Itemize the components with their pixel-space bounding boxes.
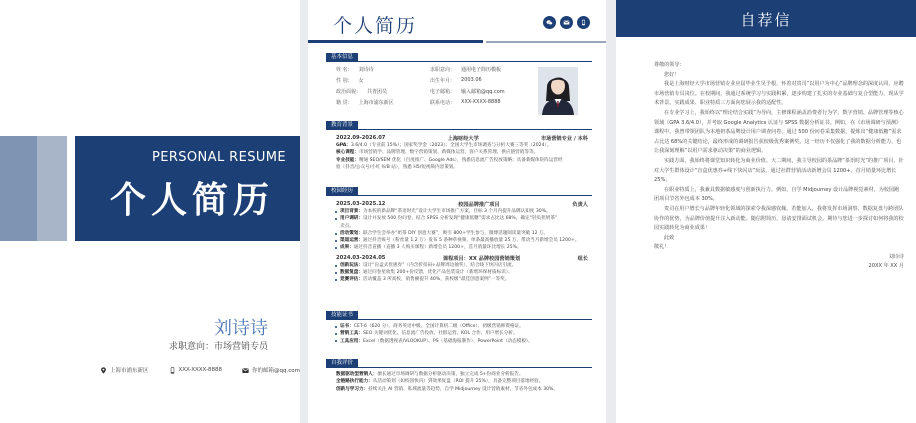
header-divider-light	[486, 41, 606, 43]
letter-greeting: 您好！	[664, 71, 680, 78]
evaluation-item: 全链路执行能力：从活动策划（如校园快闪）到效果复盘（ROI 提升 25%），具备完整项目落地经验。	[336, 379, 544, 385]
cover-chinese-title: 个人简历	[109, 180, 274, 221]
evaluation-item: 数据驱动型营销人：擅长通过市场调研与数据分析驱动决策，独立完成 5+份商业分析报告。	[336, 372, 524, 377]
section-education	[326, 121, 592, 183]
letter-salutation: 尊敬的领导：	[654, 62, 685, 68]
campus-org: 课程项目：XX 品牌校园营销策划	[442, 255, 521, 262]
resume-cover-page	[0, 0, 300, 423]
info-hometown: 籍 贯： 上海市浦东新区	[336, 100, 394, 106]
contact-email	[242, 366, 300, 374]
section-header	[326, 187, 592, 196]
letter-body	[654, 61, 904, 272]
campus-header-row	[326, 201, 592, 208]
education-school: 上海财经大学	[447, 136, 479, 142]
cover-english-title: PERSONAL RESUME	[151, 150, 286, 165]
info-email: 电子邮箱： 输入邮箱@qq.com	[430, 89, 505, 95]
contact-phone-text: XXX-XXXX-8888	[178, 367, 223, 373]
wechat-icon	[543, 16, 556, 29]
phone-icon	[169, 367, 176, 374]
campus-item: 成果：通过抖音直播（直播 3 人购买课程）新增会员 1200+，首月销量环比增长 25%。	[326, 244, 592, 251]
email-icon	[242, 367, 249, 374]
letter-closing: 此致	[664, 234, 675, 241]
info-birth: 出生年月： 2003.06	[430, 77, 482, 84]
cover-letter-page	[616, 0, 916, 423]
education-line: 验（抖音/公众号/小红书/B 站），熟悉 H5/短视频内容策划。	[336, 164, 458, 170]
education-line: 专业技能：精通 SEO/SEM 优化（百度推广、Google Ads），熟悉信息流广告投放策略；具备新媒体矩阵运营经	[336, 157, 563, 163]
section-self-evaluation	[326, 359, 592, 409]
profile-photo	[538, 67, 578, 115]
info-gender: 性 别： 女	[336, 78, 364, 84]
contact-location	[100, 366, 149, 374]
section-title: 教育背景	[326, 121, 358, 130]
letter-signature: 刘诗诗	[888, 253, 904, 260]
campus-item: 竞赛评估：活动覆盖 3 所高校，销售额提升 40%，获校级“最佳创意案例”一等奖。	[326, 276, 592, 283]
resume-header	[308, 0, 606, 42]
section-basic-info	[326, 53, 592, 119]
letter-date: 20XX 年 XX 月	[868, 263, 904, 270]
section-header	[326, 311, 592, 320]
email-icon	[560, 16, 573, 29]
info-job-intention: 求职意向： 通用电子简历模板	[430, 67, 502, 73]
section-header	[326, 359, 592, 368]
skill-item: 工具应用：Excel（数据透视表/VLOOKUP）、PS（基础海报制作）、PowerPoint（动态模板）。	[326, 338, 592, 345]
cover-contacts	[100, 366, 300, 374]
info-name: 姓 名： 刘诗诗	[336, 67, 374, 73]
decor-stripe-light	[0, 136, 37, 241]
section-title: 自我评价	[326, 359, 358, 368]
resume-title: 个人简历	[333, 15, 418, 37]
campus-item: 数据复盘：通过问卷星收集 200+份反馈，优化产品包装设计（新增环保材质标识）。	[326, 269, 592, 276]
cover-name: 刘诗诗	[214, 318, 268, 339]
section-title: 基本信息	[326, 53, 358, 62]
education-line: GPA：3.6/4.0（专业前 15%）；国家奖学金（2023）；全国大学生市场调查与分析大赛三等奖（2024）。	[336, 143, 552, 148]
evaluation-item: 创新与学习力：持续关注 AI 营销、私域流量等趋势，自学 Midjourney 设计营销素材，节省外包成本 30%。	[336, 386, 559, 392]
campus-header-row	[326, 255, 592, 262]
phone-icon	[577, 16, 590, 29]
skill-item: 营销工具：SEO 关键词优化、信息流广告投放、社群运营、KOL 合作、用户增长分析。	[326, 330, 592, 337]
letter-title: 自荐信	[740, 11, 792, 29]
campus-item: 用户调研：设计并发放 500 份问卷，结合 SPSS 分析发现“健康低糖”需求占比达 68%，确定“轻负担奶茶”	[326, 215, 592, 222]
contact-phone	[169, 366, 223, 374]
letter-salute: 敬礼！	[654, 244, 670, 251]
skill-item: 证书：CET-6（620 分）、商务英语中级、全国计算机二级（Office）、初级营销师资格证。	[326, 323, 592, 330]
education-major: 市场营销专业 / 本科	[540, 136, 588, 142]
campus-period: 2024.03-2024.05	[336, 254, 386, 261]
campus-item: 项目背景：为本校的新品牌“茶语时光”设计大学生市场推广方案，目标 3 个月内提升品牌认知度 30%。	[326, 208, 592, 215]
section-title: 校园经历	[326, 187, 358, 196]
letter-paragraph: 贵司在用户增长与品牌年轻化领域的探索令我深感钦佩。若能加入，我将发挥市场洞察、数据复盘与跨团队协作的优势，为品牌价值提升注入新动能。随信附简历，恳请安排面试机会。期待与您进一步探讨如何将我的校园实践转化为商业成果！	[654, 205, 904, 232]
resume-page	[308, 0, 606, 423]
campus-role: 组长	[577, 255, 588, 262]
letter-paragraph: 在职业特质上，我兼具数据敏感度与创新执行力。例如，自学 Midjourney 设计品牌视觉素材，为校园跑团项目节省外包成本 30%。	[654, 186, 900, 203]
contact-email-text: 你的邮箱@qq.com	[252, 368, 300, 374]
campus-item: 创新玩法：设计“盲盒式优惠券”（内含折扣码+品牌周边抽奖），结合线下快闪店引流。	[326, 262, 592, 269]
profile-photo-graphic	[538, 67, 578, 115]
location-icon	[100, 367, 107, 374]
letter-paragraph: 我是上海财经大学市场营销专业应届毕业生吴予根，怀着对贵司“以用户为中心”品牌理念的深度认同，应聘市场营销专员岗位。在校期间，我通过系统学习与实践积累，逐步构建了扎实的专业基础与复合型能力，现从学术背景、实践成果、职业特质三方面向您展示我的适配性。	[654, 81, 904, 107]
education-period: 2022.09-2026.07	[336, 135, 386, 141]
contact-location-text: 上海市浦东新区	[110, 368, 149, 374]
cover-job-intention: 求职意向：市场营销专员	[168, 342, 268, 352]
basic-info-grid	[336, 66, 540, 106]
campus-item: 活动策划：联合学生会举办“奶茶 DIY 创意大赛”，吸引 800+学生参与，微博话题阅读量突破 12 万。	[326, 230, 592, 237]
campus-item-continued: 卖点。	[340, 223, 354, 229]
campus-org: 校园品牌推广项目	[458, 202, 500, 208]
education-header-row	[326, 135, 592, 142]
resume-header-icons	[543, 16, 590, 29]
campus-item: 渠道运营：通过抖音账号（粉丝量 1.2 万）发布 5 条种草视频，单条最高播放量 25 万，带动当月新增会员 1200+。	[326, 237, 592, 244]
letter-paragraph: 在专业学习上，我始终以“理论结合实践”为导向，主修课程涵盖消费者行为学、数字营销、品牌管理等核心领域（GPA 3.6/4.0），并考取 Google Analytics 认证与 SPSS 数据分析证书。例如，在《市场调研与预测》课程中，我曾带领团队为本地奶茶品牌设计用户调查问卷，通过 500 份问卷采集数据，提炼出“健康低糖”需求占比达 68%的关键结论，最终形成的调研报告获校级优秀案例奖。这一经历不仅强化了我的数据分析能力，也让我深刻理解“以用户需求驱动决策”的商业逻辑。	[654, 109, 904, 155]
section-title: 技能证书	[326, 311, 358, 320]
section-campus-experience	[326, 187, 592, 307]
campus-role: 负责人	[572, 202, 588, 208]
section-skills	[326, 311, 592, 355]
info-politics: 政治面貌： 共青团员	[336, 89, 388, 95]
section-header	[326, 53, 592, 62]
section-header	[326, 121, 592, 130]
decor-stripe-mid	[37, 136, 67, 241]
letter-paragraph: 实践方面，我始终将课堂知识转化为商业价值。大二期间，我主导校园的茶品牌“茶语时光”的推广项目，针对大学生群体设计“盲盒优惠券+线下快闪店”玩法，通过社群营销活动新增会员 1200+，首月销量环比增长 25%。	[654, 157, 904, 184]
campus-period: 2025.03-2025.12	[336, 201, 386, 207]
info-phone: 联系电话： XXX-XXXX-8888	[430, 99, 501, 106]
header-divider-dark	[308, 40, 483, 43]
education-line: 核心课程：市场营销学、品牌管理、数字营销策划、新媒体运营、客户关系管理、供应链营销等等。	[336, 150, 539, 156]
